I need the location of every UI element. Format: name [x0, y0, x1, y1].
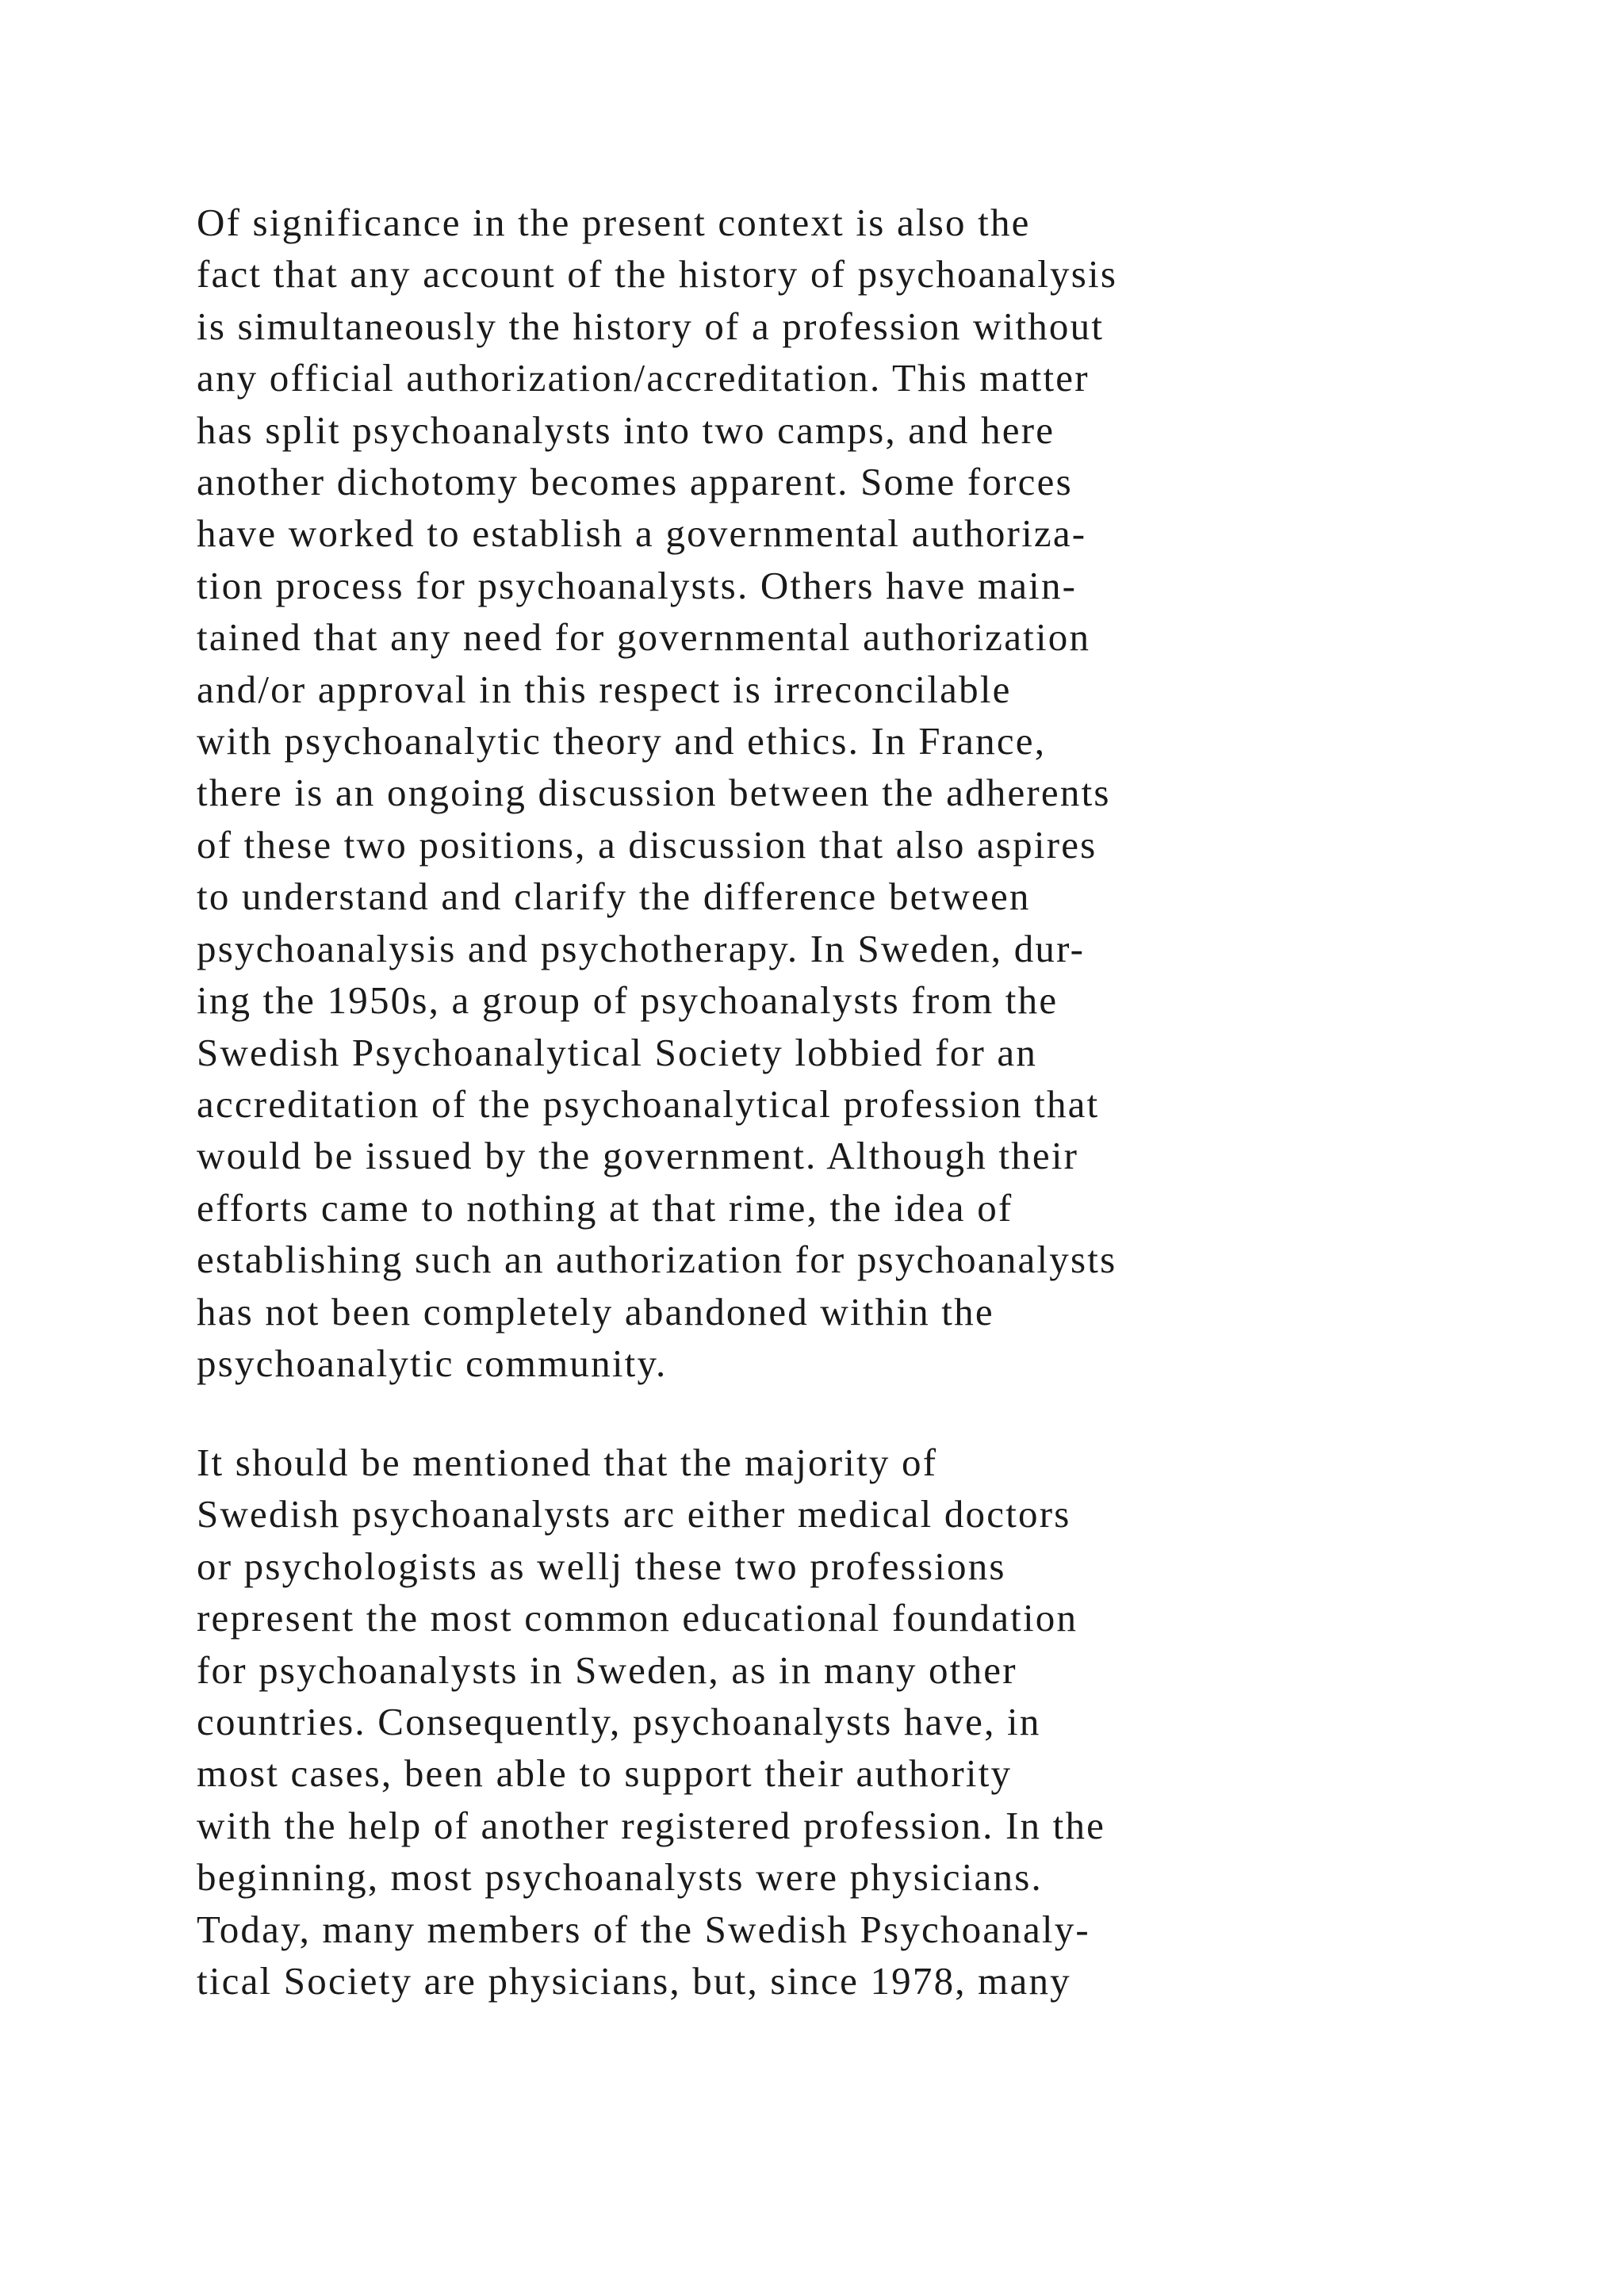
text-line: or psychologists as wellj these two professions — [197, 1544, 1006, 1588]
text-line: for psychoanalysts in Sweden, as in many other — [197, 1647, 1017, 1692]
text-line: to understand and clarify the difference between — [197, 874, 1031, 919]
text-line: tion process for psychoanalysts. Others have main- — [197, 563, 1078, 607]
text-line: psychoanalysis and psychotherapy. In Sweden, dur- — [197, 926, 1086, 970]
text-line: is simultaneously the history of a profession without — [197, 304, 1105, 348]
text-line: with the help of another registered profession. In the — [197, 1803, 1106, 1847]
text-line: Swedish psychoanalysts arc either medical doctors — [197, 1492, 1071, 1536]
text-line: Today, many members of the Swedish Psychoanaly- — [197, 1907, 1090, 1951]
text-line: most cases, been able to support their authority — [197, 1751, 1013, 1796]
text-line: psychoanalytic community. — [197, 1341, 668, 1385]
text-line: has split psychoanalysts into two camps, and here — [197, 408, 1055, 452]
text-line: has not been completely abandoned within the — [197, 1289, 994, 1334]
text-line: ing the 1950s, a group of psychoanalysts from the — [197, 978, 1059, 1023]
text-line: beginning, most psychoanalysts were physicians. — [197, 1855, 1043, 1900]
text-line: establishing such an authorization for psychoanalysts — [197, 1238, 1117, 1282]
text-line: another dichotomy becomes apparent. Some forces — [197, 460, 1073, 504]
text-line: Swedish Psychoanalytical Society lobbied for an — [197, 1030, 1038, 1074]
text-line: It should be mentioned that the majority of — [197, 1441, 938, 1484]
text-line: of these two positions, a discussion that also aspires — [197, 822, 1097, 867]
text-line: Of significance in the present context is also the — [197, 201, 1031, 244]
text-line: there is an ongoing discussion between the adherents — [197, 771, 1111, 815]
text-line: efforts came to nothing at that rime, the idea of — [197, 1185, 1013, 1230]
text-line: fact that any account of the history of psychoanalysis — [197, 252, 1118, 297]
text-line: and/or approval in this respect is irreconcilable — [197, 667, 1012, 711]
text-line: would be issued by the government. Although their — [197, 1134, 1079, 1178]
text-line: countries. Consequently, psychoanalysts have, in — [197, 1700, 1041, 1744]
text-line: tical Society are physicians, but, since 1978, many — [197, 1959, 1071, 2003]
text-line: have worked to establish a governmental authoriza- — [197, 511, 1087, 556]
paragraph-2 — [197, 1437, 1545, 2007]
text-line: represent the most common educational foundation — [197, 1596, 1078, 1640]
text-line: accreditation of the psychoanalytical profession that — [197, 1081, 1100, 1126]
text-line: any official authorization/accreditation. This matter — [197, 356, 1090, 400]
text-line: tained that any need for governmental authorization — [197, 615, 1091, 660]
text-line: with psychoanalytic theory and ethics. In France, — [197, 719, 1047, 763]
paragraph-1 — [197, 197, 1545, 1389]
